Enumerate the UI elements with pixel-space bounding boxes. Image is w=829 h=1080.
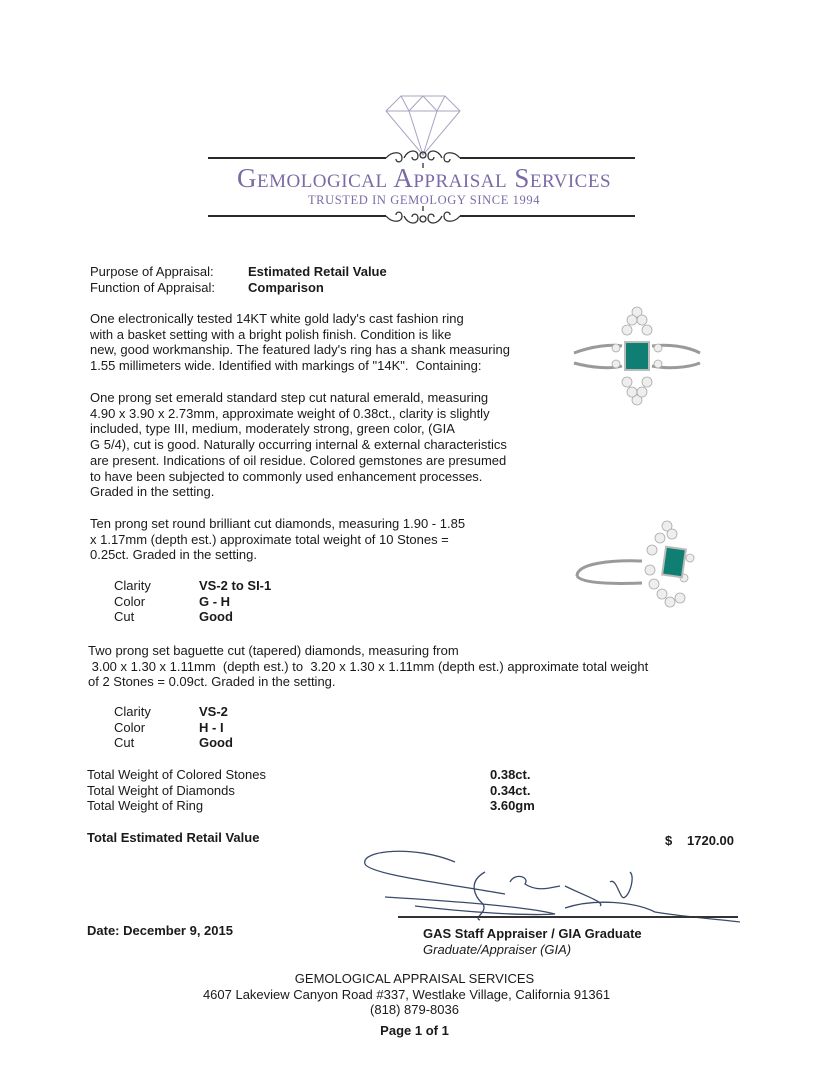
round-diamonds-line: 0.25ct. Graded in the setting. <box>90 547 257 563</box>
totals-label: Total Weight of Ring <box>87 798 204 814</box>
baguette-diamonds-description <box>88 643 648 690</box>
appraiser-subtitle: Graduate/Appraiser (GIA) <box>423 942 572 957</box>
baguette-line: 3.00 x 1.30 x 1.11mm (depth est.) to 3.20 x 1.30 x 1.11mm (depth est.) approximate total weight <box>88 658 649 674</box>
emerald-line: 4.90 x 3.90 x 2.73mm, approximate weight of 0.38ct., clarity is slightly <box>90 405 490 421</box>
baguette-line: Two prong set baguette cut (tapered) diamonds, measuring from <box>88 643 459 658</box>
appraisal-date: Date: December 9, 2015 <box>87 923 233 938</box>
grade-label: Clarity <box>114 704 151 719</box>
ring-top-view-photo <box>572 306 702 406</box>
function-value: Comparison <box>248 280 324 295</box>
totals-row <box>87 767 535 783</box>
flourish-ornament-bottom <box>384 205 462 227</box>
emerald-line: to have been subjected to commonly used enhancement processes. <box>90 468 483 484</box>
emerald-stone <box>662 547 686 578</box>
description-line: with a basket setting with a bright polish finish. Condition is like <box>90 326 452 342</box>
logo-title: Gemological Appraisal Services <box>236 163 612 193</box>
logo-subtitle: TRUSTED IN GEMOLOGY SINCE 1994 <box>307 193 541 207</box>
grade-row-cut <box>114 609 271 625</box>
grade-label: Color <box>114 719 146 735</box>
totals-row <box>87 783 535 799</box>
signature-line <box>398 916 738 918</box>
description-line: One electronically tested 14KT white gold lady's cast fashion ring <box>90 311 464 326</box>
retail-value-amount: 1720.00 <box>687 833 734 848</box>
totals-label: Total Weight of Colored Stones <box>87 767 266 782</box>
grade-value: VS-2 to SI-1 <box>199 578 272 593</box>
footer-phone: (818) 879-8036 <box>370 1002 459 1018</box>
grade-label: Color <box>114 593 146 609</box>
grade-value: G - H <box>199 593 231 609</box>
baguette-diamonds-grades <box>114 704 233 751</box>
grade-value: H - I <box>199 719 224 735</box>
totals-value: 0.38ct. <box>490 767 531 782</box>
emerald-line: are present. Indications of oil residue. Colored gemstones are presumed <box>90 452 507 468</box>
emerald-line: included, type III, medium, moderately strong, green color, (GIA <box>90 421 455 437</box>
round-diamonds-description <box>90 516 465 563</box>
footer-page-number: Page 1 of 1 <box>380 1023 449 1039</box>
grade-row-cut <box>114 735 233 751</box>
emerald-line: Graded in the setting. <box>90 484 215 500</box>
grade-value: Good <box>199 609 233 625</box>
logo-divider-top-right <box>460 157 635 159</box>
footer-company: GEMOLOGICAL APPRAISAL SERVICES <box>294 971 535 986</box>
logo-divider-top-left <box>208 157 386 159</box>
grade-row-color <box>114 594 271 610</box>
grade-value: Good <box>199 735 233 751</box>
footer <box>0 971 829 1039</box>
emerald-description <box>90 390 507 500</box>
grade-label: Clarity <box>114 578 151 593</box>
retail-value-label: Total Estimated Retail Value <box>87 830 260 845</box>
round-diamonds-grades <box>114 578 271 625</box>
ring-side-view-photo <box>572 518 702 613</box>
function-label: Function of Appraisal: <box>90 280 216 295</box>
totals-row <box>87 798 535 814</box>
appraiser-title: GAS Staff Appraiser / GIA Graduate <box>423 926 642 941</box>
totals-value: 3.60gm <box>490 798 535 814</box>
emerald-line: G 5/4), cut is good. Naturally occurring internal & external characteristics <box>90 437 507 453</box>
logo-divider-bottom-left <box>208 215 386 217</box>
round-diamonds-line: x 1.17mm (depth est.) approximate total weight of 10 Stones = <box>90 531 449 547</box>
description-line: new, good workmanship. The featured lady's ring has a shank measuring <box>90 342 510 358</box>
totals-label: Total Weight of Diamonds <box>87 782 235 798</box>
totals-table <box>87 767 535 814</box>
logo-divider-bottom-right <box>460 215 635 217</box>
retail-value-currency: $ <box>665 833 673 848</box>
baguette-line: of 2 Stones = 0.09ct. Graded in the setting. <box>88 674 336 690</box>
ring-description <box>90 311 510 374</box>
round-diamonds-line: Ten prong set round brilliant cut diamonds, measuring 1.90 - 1.85 <box>90 516 466 531</box>
grade-value: VS-2 <box>199 704 228 719</box>
purpose-label: Purpose of Appraisal: <box>90 264 214 279</box>
emerald-line: One prong set emerald standard step cut natural emerald, measuring <box>90 390 489 405</box>
grade-row-color <box>114 720 233 736</box>
grade-label: Cut <box>114 609 135 625</box>
emerald-stone <box>625 342 649 370</box>
footer-address: 4607 Lakeview Canyon Road #337, Westlake Village, California 91361 <box>202 986 611 1002</box>
purpose-value: Estimated Retail Value <box>248 264 387 279</box>
grade-label: Cut <box>114 735 135 751</box>
description-line: 1.55 millimeters wide. Identified with markings of "14K". Containing: <box>90 358 482 374</box>
grade-row-clarity <box>114 578 271 594</box>
grade-row-clarity <box>114 704 233 720</box>
appraiser-signature <box>355 842 745 927</box>
totals-value: 0.34ct. <box>490 782 531 798</box>
